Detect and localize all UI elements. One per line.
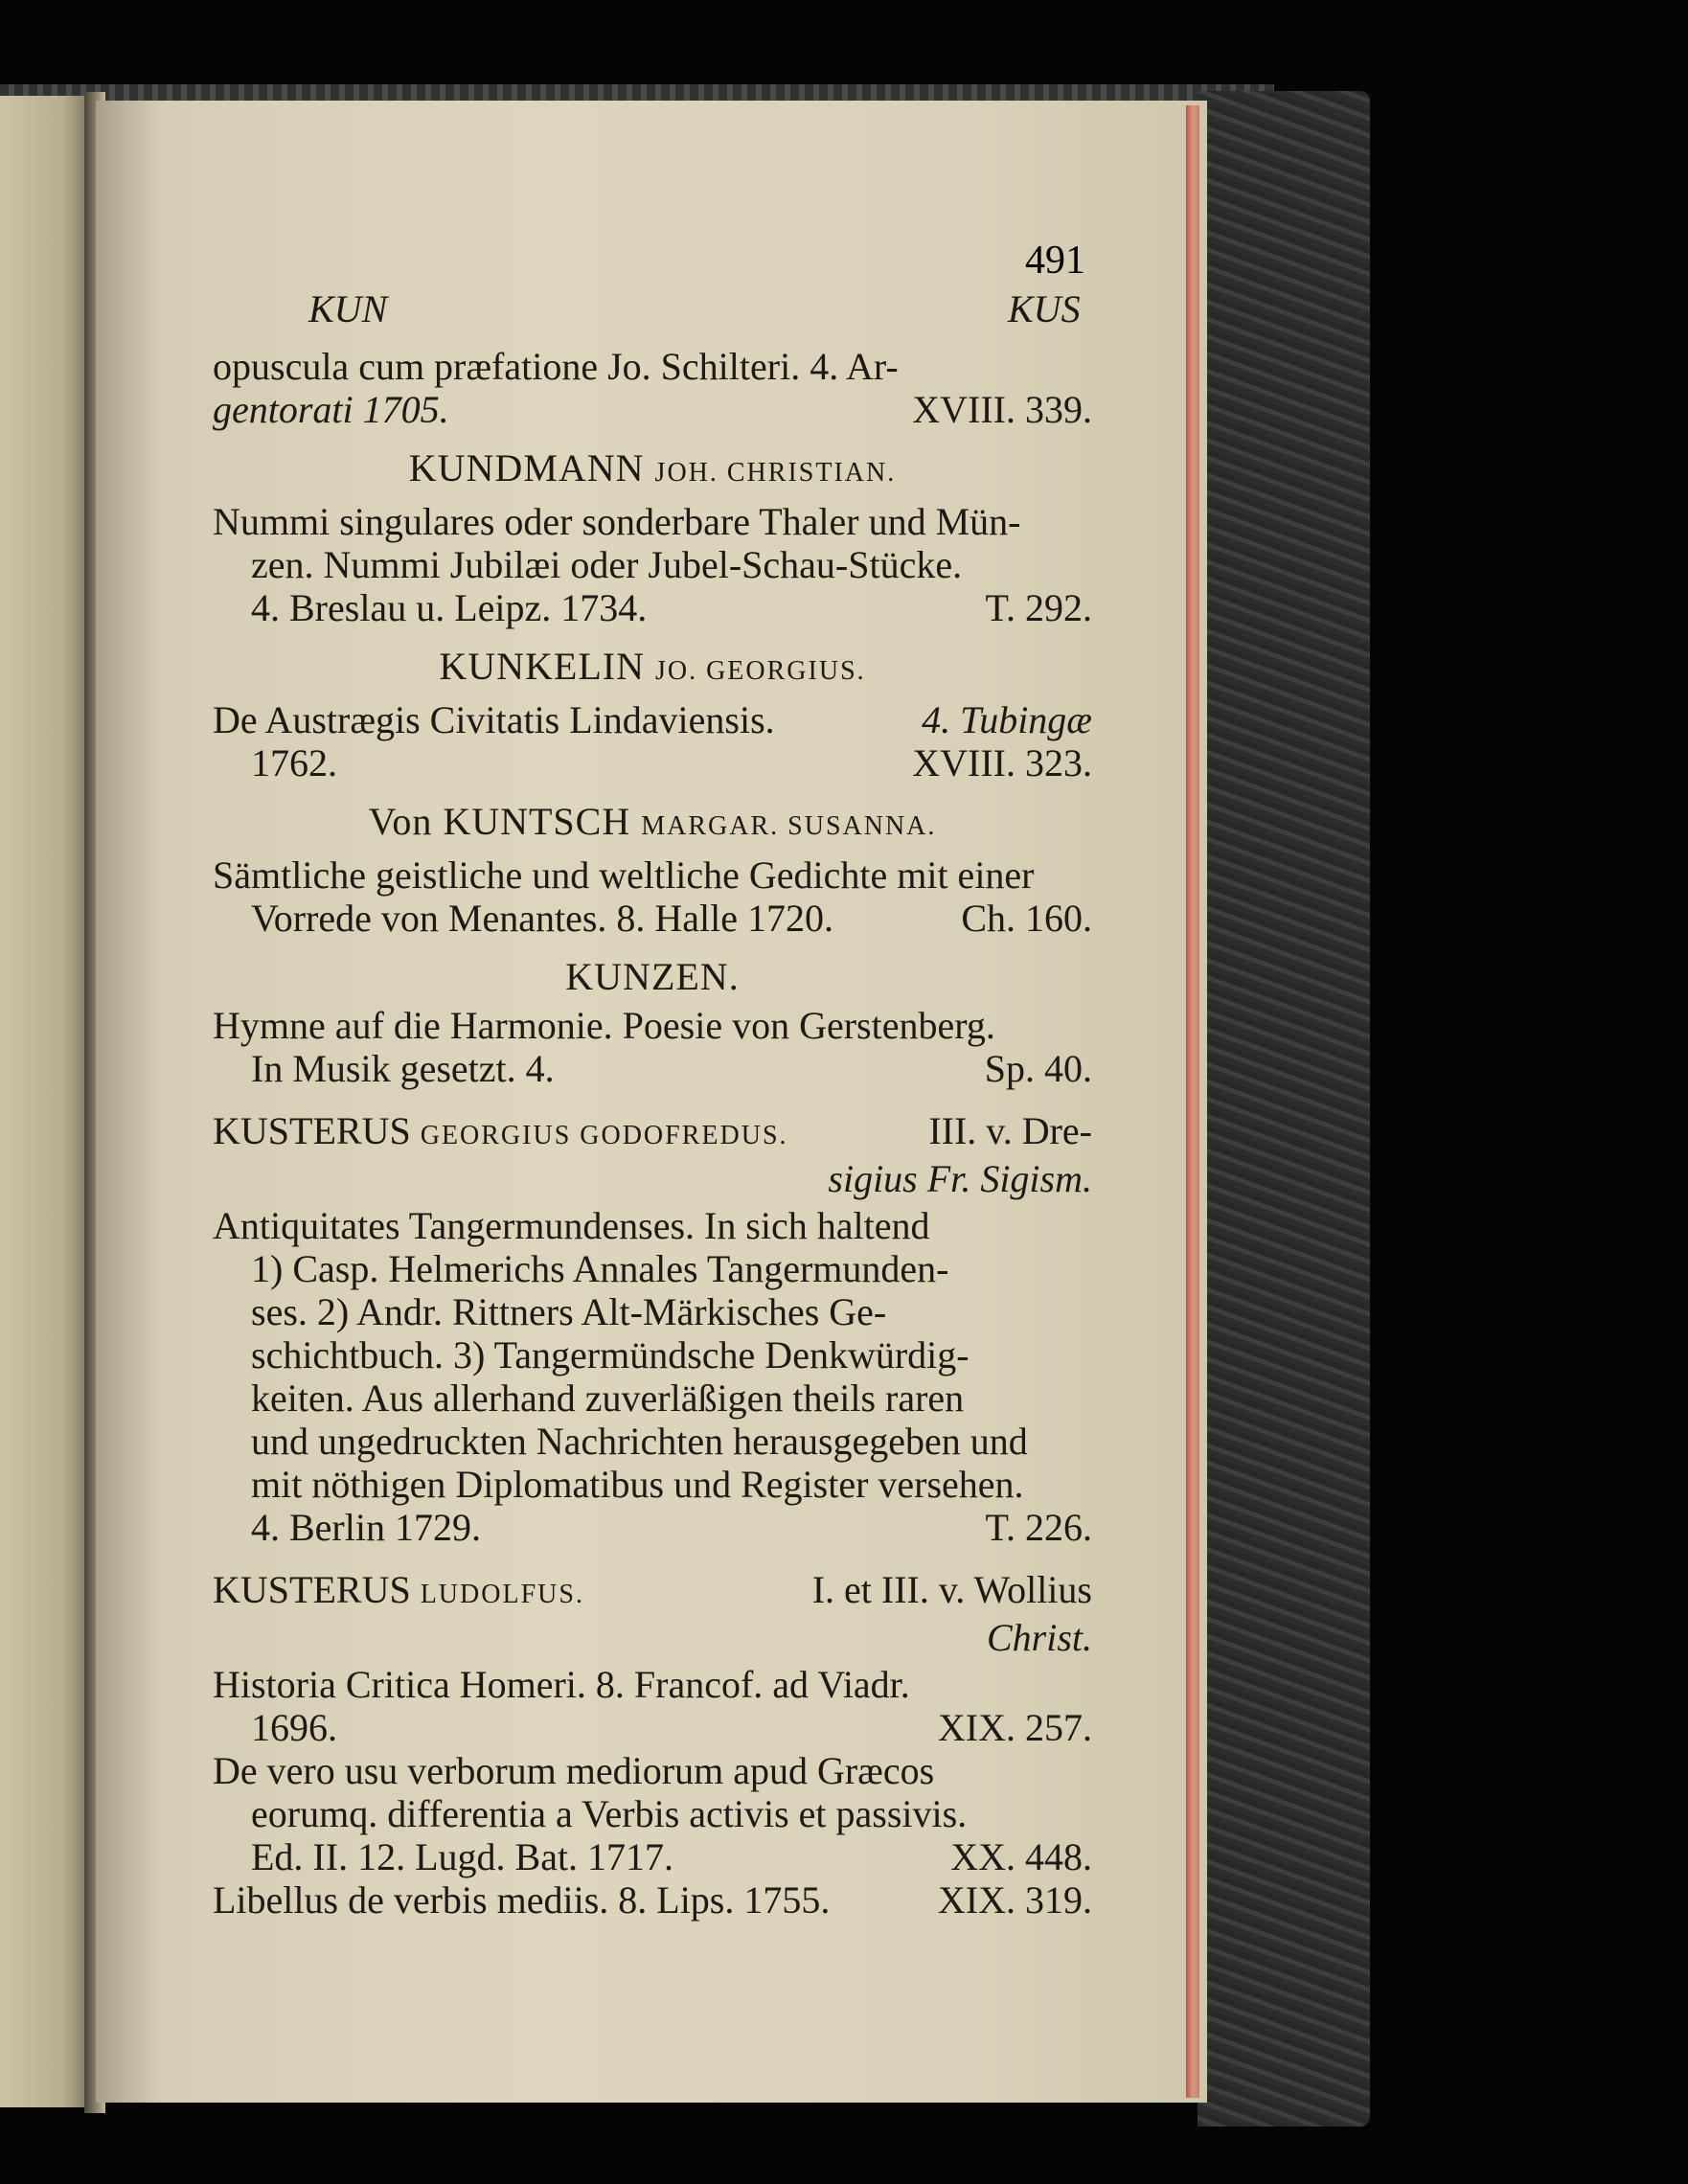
text-line: De Austrægis Civitatis Lindaviensis. 4. Tubingæ xyxy=(213,698,1092,741)
text-line: Ed. II. 12. Lugd. Bat. 1717. XX. 448. xyxy=(251,1835,1092,1878)
running-head xyxy=(213,287,1092,345)
text-line: Libellus de verbis mediis. 8. Lips. 1755. XIX. 319. xyxy=(213,1878,1092,1922)
page-number: 491 xyxy=(1025,239,1085,283)
entry-kusterus-georgius xyxy=(213,1204,1092,1549)
entry-kunkelin xyxy=(213,698,1092,785)
running-head-left: KUN xyxy=(308,287,388,330)
text-line: 4. Berlin 1729. T. 226. xyxy=(251,1506,1092,1549)
running-head-right: KUS xyxy=(1008,287,1081,330)
text-line: und ungedruckten Nachrichten herausgegeben und xyxy=(251,1420,1028,1463)
text-line: Hymne auf die Harmonie. Poesie von Gerstenberg. xyxy=(213,1004,995,1047)
entry-schilter xyxy=(213,345,1092,431)
text-line: 1762. XVIII. 323. xyxy=(251,741,1092,785)
text-line: Christ. xyxy=(986,1616,1092,1659)
text-line: ses. 2) Andr. Rittners Alt-Märkisches Ge- xyxy=(251,1290,887,1333)
text-line: zen. Nummi Jubilæi oder Jubel-Schau-Stücke. xyxy=(251,543,963,586)
text-line: Sämtliche geistliche und weltliche Gedichte mit einer xyxy=(213,853,1035,897)
text-line: keiten. Aus allerhand zuverläßigen theils raren xyxy=(251,1376,965,1420)
author-heading: KUNDMANN JOH. CHRISTIAN. xyxy=(408,446,897,489)
author-heading: KUNZEN. xyxy=(565,955,740,998)
text-line: Antiquitates Tangermundenses. In sich haltend xyxy=(213,1204,930,1247)
text-line: eorumq. differentia a Verbis activis et passivis. xyxy=(251,1792,968,1835)
red-page-edge xyxy=(1186,105,1199,2098)
text-line: KUSTERUS GEORGIUS GODOFREDUS. III. v. Dre- xyxy=(213,1109,1092,1152)
text-line: sigius Fr. Sigism. xyxy=(828,1157,1092,1200)
text-line: 1) Casp. Helmerichs Annales Tangermunden- xyxy=(251,1247,949,1290)
text-line: Nummi singulares oder sonderbare Thaler und Mün- xyxy=(213,500,1021,543)
author-heading: Von KUNTSCH MARGAR. SUSANNA. xyxy=(368,800,937,843)
text-line: opuscula cum præfatione Jo. Schilteri. 4. Ar- xyxy=(213,345,899,388)
text-line: schichtbuch. 3) Tangermündsche Denkwürdig- xyxy=(251,1333,969,1376)
book-cover xyxy=(1198,91,1370,2127)
entry-kusterus-ludolfus xyxy=(213,1663,1092,1922)
text-line: KUSTERUS LUDOLFUS. I. et III. v. Wollius xyxy=(213,1568,1092,1611)
text-line: gentorati 1705. XVIII. 339. xyxy=(213,388,1092,431)
text-line: Historia Critica Homeri. 8. Francof. ad Viadr. xyxy=(213,1663,910,1706)
text-line: 1696. XIX. 257. xyxy=(251,1706,1092,1749)
text-line: In Musik gesetzt. 4. Sp. 40. xyxy=(251,1047,1092,1090)
text-line: mit nöthigen Diplomatibus und Register versehen. xyxy=(251,1463,1024,1506)
left-page-edge xyxy=(0,96,91,2107)
entry-kunzen xyxy=(213,1004,1092,1090)
text-line: De vero usu verborum mediorum apud Græcos xyxy=(213,1749,935,1792)
entry-kuntsch xyxy=(213,853,1092,940)
author-heading: KUNKELIN JO. GEORGIUS. xyxy=(439,645,866,688)
author-heading-kusterus-ludolfus xyxy=(213,1568,1092,1659)
text-line: 4. Breslau u. Leipz. 1734. T. 292. xyxy=(251,586,1092,629)
text-line: Vorrede von Menantes. 8. Halle 1720. Ch. 160. xyxy=(251,897,1092,940)
author-heading-kusterus-georgius xyxy=(213,1109,1092,1200)
entry-kundmann xyxy=(213,500,1092,629)
page-text xyxy=(213,239,1092,1925)
